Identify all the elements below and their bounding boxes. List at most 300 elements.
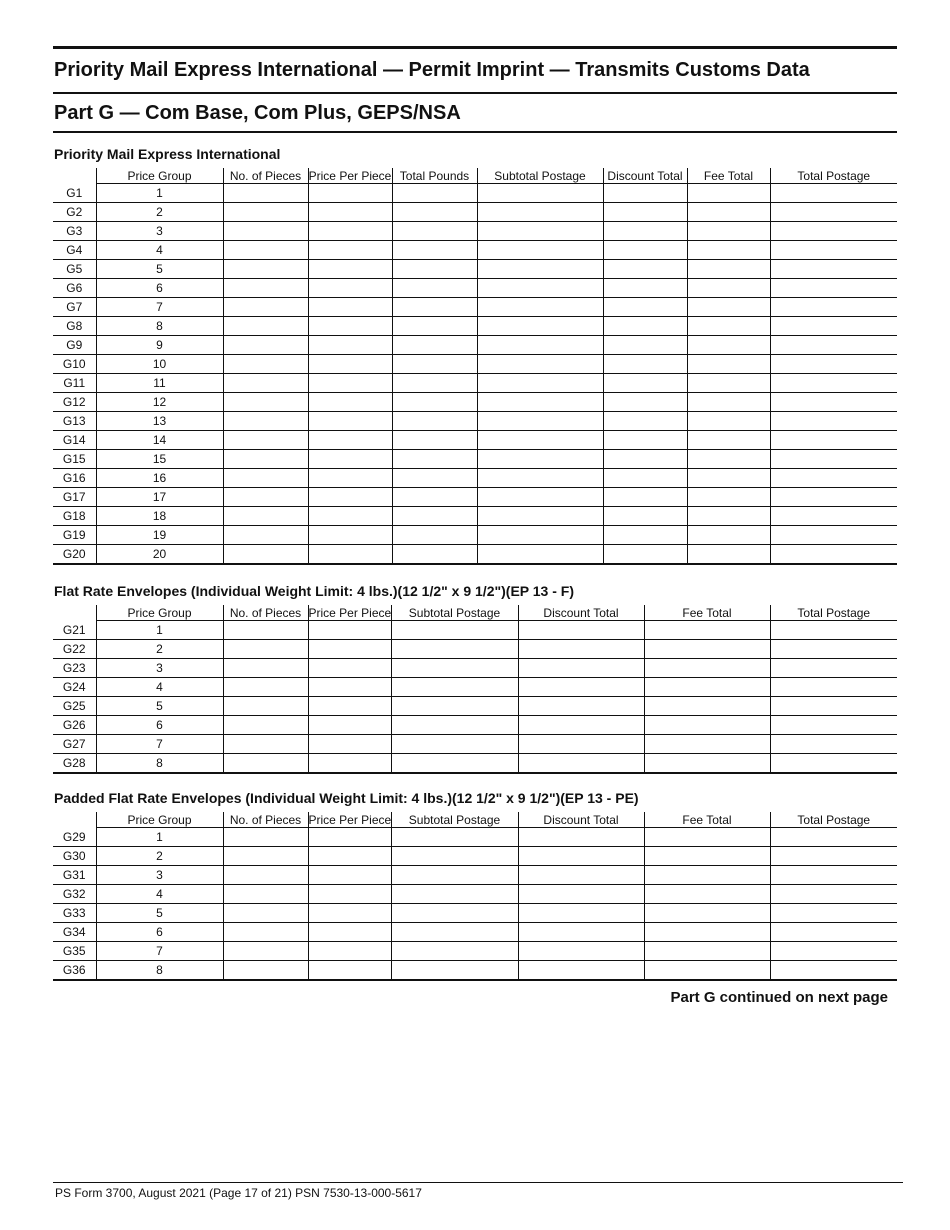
column-header: Price Per Piece — [308, 169, 392, 183]
entry-field[interactable] — [392, 355, 477, 374]
entry-field[interactable] — [518, 754, 644, 774]
table-row — [53, 735, 897, 754]
entry-field[interactable] — [223, 222, 308, 241]
entry-field[interactable] — [308, 866, 391, 885]
entry-field[interactable] — [687, 298, 770, 317]
entry-field[interactable] — [687, 526, 770, 545]
entry-field[interactable] — [308, 847, 391, 866]
entry-field[interactable] — [603, 412, 687, 431]
entry-field[interactable] — [603, 374, 687, 393]
entry-field[interactable] — [770, 488, 897, 507]
entry-field[interactable] — [223, 885, 308, 904]
entry-field[interactable] — [223, 412, 308, 431]
entry-field[interactable] — [391, 716, 518, 735]
entry-field[interactable] — [308, 621, 391, 640]
row-code: G22 — [53, 640, 96, 659]
entry-field[interactable] — [391, 923, 518, 942]
column-header: Total Postage — [770, 168, 897, 184]
entry-field[interactable] — [644, 828, 770, 847]
entry-field[interactable] — [308, 222, 392, 241]
entry-field[interactable] — [770, 678, 897, 697]
entry-field[interactable] — [223, 866, 308, 885]
entry-field[interactable] — [644, 923, 770, 942]
entry-field[interactable] — [391, 942, 518, 961]
entry-field[interactable] — [770, 735, 897, 754]
entry-field[interactable] — [392, 279, 477, 298]
row-code: G28 — [53, 754, 96, 774]
entry-field[interactable] — [770, 260, 897, 279]
entry-field[interactable] — [687, 222, 770, 241]
entry-field[interactable] — [308, 203, 392, 222]
entry-field[interactable] — [603, 431, 687, 450]
entry-field[interactable] — [770, 621, 897, 640]
entry-field[interactable] — [308, 450, 392, 469]
table-row — [53, 374, 897, 393]
entry-field[interactable] — [391, 640, 518, 659]
price-group-cell: 8 — [96, 317, 223, 336]
price-group-cell: 18 — [96, 507, 223, 526]
price-group-cell: 16 — [96, 469, 223, 488]
table-row — [53, 203, 897, 222]
price-group-cell: 5 — [96, 904, 223, 923]
entry-field[interactable] — [644, 866, 770, 885]
price-group-cell: 2 — [96, 847, 223, 866]
entry-field[interactable] — [687, 374, 770, 393]
entry-field[interactable] — [391, 754, 518, 774]
entry-field[interactable] — [308, 697, 391, 716]
entry-field[interactable] — [223, 678, 308, 697]
row-code: G9 — [53, 336, 96, 355]
entry-field[interactable] — [477, 431, 603, 450]
entry-field[interactable] — [770, 828, 897, 847]
entry-field[interactable] — [687, 431, 770, 450]
entry-field[interactable] — [644, 659, 770, 678]
entry-field[interactable] — [518, 697, 644, 716]
entry-field[interactable] — [770, 184, 897, 203]
entry-field[interactable] — [603, 184, 687, 203]
entry-field[interactable] — [770, 754, 897, 774]
entry-field[interactable] — [308, 507, 392, 526]
entry-field[interactable] — [477, 203, 603, 222]
entry-field[interactable] — [308, 317, 392, 336]
entry-field[interactable] — [223, 488, 308, 507]
entry-field[interactable] — [770, 716, 897, 735]
row-code: G30 — [53, 847, 96, 866]
entry-field[interactable] — [308, 754, 391, 774]
entry-field[interactable] — [308, 488, 392, 507]
entry-field[interactable] — [518, 904, 644, 923]
entry-field[interactable] — [770, 431, 897, 450]
table-row — [53, 526, 897, 545]
entry-field[interactable] — [392, 412, 477, 431]
entry-field[interactable] — [308, 735, 391, 754]
entry-field[interactable] — [687, 260, 770, 279]
entry-field[interactable] — [391, 961, 518, 981]
entry-field[interactable] — [644, 697, 770, 716]
entry-field[interactable] — [392, 260, 477, 279]
form-title: Priority Mail Express International — Permit Imprint — Transmits Customs Data — [54, 59, 810, 81]
row-code: G33 — [53, 904, 96, 923]
entry-field[interactable] — [770, 393, 897, 412]
entry-field[interactable] — [477, 507, 603, 526]
entry-field[interactable] — [603, 336, 687, 355]
table-row — [53, 355, 897, 374]
entry-field[interactable] — [477, 317, 603, 336]
entry-field[interactable] — [770, 866, 897, 885]
entry-field[interactable] — [644, 716, 770, 735]
table-row — [53, 241, 897, 260]
entry-field[interactable] — [223, 241, 308, 260]
entry-field[interactable] — [687, 336, 770, 355]
entry-field[interactable] — [477, 222, 603, 241]
entry-field[interactable] — [308, 545, 392, 565]
entry-field[interactable] — [223, 298, 308, 317]
entry-field[interactable] — [687, 545, 770, 565]
entry-field[interactable] — [308, 469, 392, 488]
entry-field[interactable] — [392, 469, 477, 488]
entry-field[interactable] — [392, 488, 477, 507]
entry-field[interactable] — [603, 488, 687, 507]
row-code: G20 — [53, 545, 96, 565]
table-row — [53, 431, 897, 450]
column-header: Fee Total — [644, 812, 770, 828]
entry-field[interactable] — [392, 298, 477, 317]
entry-field[interactable] — [687, 203, 770, 222]
entry-field[interactable] — [223, 847, 308, 866]
entry-field[interactable] — [603, 222, 687, 241]
entry-field[interactable] — [477, 241, 603, 260]
entry-field[interactable] — [603, 317, 687, 336]
entry-field[interactable] — [770, 847, 897, 866]
entry-field[interactable] — [644, 904, 770, 923]
entry-field[interactable] — [223, 431, 308, 450]
row-code: G36 — [53, 961, 96, 981]
entry-field[interactable] — [603, 545, 687, 565]
entry-field[interactable] — [392, 450, 477, 469]
entry-field[interactable] — [687, 507, 770, 526]
entry-field[interactable] — [644, 640, 770, 659]
entry-field[interactable] — [308, 678, 391, 697]
row-code: G21 — [53, 621, 96, 640]
entry-field[interactable] — [223, 621, 308, 640]
entry-field[interactable] — [518, 640, 644, 659]
entry-field[interactable] — [477, 374, 603, 393]
entry-field[interactable] — [518, 716, 644, 735]
entry-field[interactable] — [308, 659, 391, 678]
entry-field[interactable] — [391, 735, 518, 754]
entry-field[interactable] — [518, 847, 644, 866]
entry-field[interactable] — [308, 961, 391, 981]
entry-field[interactable] — [687, 355, 770, 374]
row-code: G29 — [53, 828, 96, 847]
entry-field[interactable] — [223, 260, 308, 279]
price-group-cell: 1 — [96, 621, 223, 640]
entry-field[interactable] — [518, 885, 644, 904]
entry-field[interactable] — [518, 735, 644, 754]
entry-field[interactable] — [770, 942, 897, 961]
entry-field[interactable] — [392, 374, 477, 393]
entry-field[interactable] — [770, 904, 897, 923]
entry-field[interactable] — [603, 355, 687, 374]
entry-field[interactable] — [687, 241, 770, 260]
price-group-cell: 1 — [96, 184, 223, 203]
entry-field[interactable] — [603, 279, 687, 298]
entry-field[interactable] — [687, 450, 770, 469]
entry-field[interactable] — [518, 961, 644, 981]
entry-field[interactable] — [518, 942, 644, 961]
entry-field[interactable] — [308, 828, 391, 847]
column-header: Price Per Piece — [308, 813, 391, 827]
row-code: G32 — [53, 885, 96, 904]
entry-field[interactable] — [308, 431, 392, 450]
entry-field[interactable] — [518, 659, 644, 678]
entry-field[interactable] — [770, 507, 897, 526]
entry-field[interactable] — [392, 184, 477, 203]
entry-field[interactable] — [308, 374, 392, 393]
entry-field[interactable] — [770, 241, 897, 260]
entry-field[interactable] — [392, 526, 477, 545]
table-row — [53, 507, 897, 526]
entry-field[interactable] — [391, 866, 518, 885]
column-header: Fee Total — [644, 605, 770, 621]
column-header: Subtotal Postage — [391, 605, 518, 621]
row-code: G10 — [53, 355, 96, 374]
table-row — [53, 754, 897, 774]
entry-field[interactable] — [518, 828, 644, 847]
entry-field[interactable] — [223, 355, 308, 374]
entry-field[interactable] — [477, 393, 603, 412]
entry-field[interactable] — [223, 336, 308, 355]
entry-field[interactable] — [644, 847, 770, 866]
entry-field[interactable] — [223, 697, 308, 716]
entry-field[interactable] — [477, 355, 603, 374]
entry-field[interactable] — [392, 431, 477, 450]
entry-field[interactable] — [392, 222, 477, 241]
entry-field[interactable] — [392, 317, 477, 336]
row-code: G14 — [53, 431, 96, 450]
entry-field[interactable] — [391, 904, 518, 923]
entry-field[interactable] — [477, 526, 603, 545]
entry-field[interactable] — [687, 488, 770, 507]
column-header: Discount Total — [603, 168, 687, 184]
entry-field[interactable] — [518, 621, 644, 640]
entry-field[interactable] — [391, 885, 518, 904]
entry-field[interactable] — [223, 904, 308, 923]
table-row — [53, 847, 897, 866]
row-code: G16 — [53, 469, 96, 488]
entry-field[interactable] — [770, 317, 897, 336]
entry-field[interactable] — [308, 184, 392, 203]
entry-field[interactable] — [770, 355, 897, 374]
entry-field[interactable] — [687, 393, 770, 412]
entry-field[interactable] — [308, 393, 392, 412]
entry-field[interactable] — [770, 450, 897, 469]
entry-field[interactable] — [687, 412, 770, 431]
price-group-cell: 6 — [96, 279, 223, 298]
entry-field[interactable] — [392, 507, 477, 526]
entry-field[interactable] — [223, 942, 308, 961]
table-row — [53, 488, 897, 507]
entry-field[interactable] — [392, 203, 477, 222]
table-row — [53, 469, 897, 488]
entry-field[interactable] — [477, 469, 603, 488]
entry-field[interactable] — [223, 203, 308, 222]
entry-field[interactable] — [392, 393, 477, 412]
entry-field[interactable] — [223, 545, 308, 565]
entry-field[interactable] — [223, 184, 308, 203]
entry-field[interactable] — [770, 374, 897, 393]
entry-field[interactable] — [308, 716, 391, 735]
entry-field[interactable] — [477, 336, 603, 355]
entry-field[interactable] — [603, 241, 687, 260]
entry-field[interactable] — [308, 923, 391, 942]
table-row — [53, 885, 897, 904]
table-row — [53, 260, 897, 279]
entry-field[interactable] — [223, 507, 308, 526]
pmei-table — [53, 168, 897, 565]
entry-field[interactable] — [391, 697, 518, 716]
entry-field[interactable] — [308, 279, 392, 298]
entry-field[interactable] — [223, 526, 308, 545]
entry-field[interactable] — [770, 697, 897, 716]
entry-field[interactable] — [223, 716, 308, 735]
entry-field[interactable] — [770, 526, 897, 545]
table-row — [53, 828, 897, 847]
entry-field[interactable] — [644, 754, 770, 774]
entry-field[interactable] — [770, 298, 897, 317]
entry-field[interactable] — [770, 640, 897, 659]
table-row — [53, 697, 897, 716]
entry-field[interactable] — [603, 203, 687, 222]
entry-field[interactable] — [644, 678, 770, 697]
part-rule — [53, 131, 897, 133]
entry-field[interactable] — [770, 469, 897, 488]
row-code: G27 — [53, 735, 96, 754]
entry-field[interactable] — [308, 412, 392, 431]
entry-field[interactable] — [770, 279, 897, 298]
table-row — [53, 640, 897, 659]
entry-field[interactable] — [392, 241, 477, 260]
entry-field[interactable] — [223, 279, 308, 298]
entry-field[interactable] — [644, 961, 770, 981]
entry-field[interactable] — [603, 450, 687, 469]
entry-field[interactable] — [687, 184, 770, 203]
entry-field[interactable] — [518, 678, 644, 697]
entry-field[interactable] — [308, 904, 391, 923]
entry-field[interactable] — [518, 923, 644, 942]
entry-field[interactable] — [391, 621, 518, 640]
entry-field[interactable] — [308, 526, 392, 545]
entry-field[interactable] — [770, 222, 897, 241]
table-row — [53, 923, 897, 942]
table-row — [53, 222, 897, 241]
entry-field[interactable] — [223, 469, 308, 488]
entry-field[interactable] — [518, 866, 644, 885]
entry-field[interactable] — [308, 336, 392, 355]
entry-field[interactable] — [770, 885, 897, 904]
entry-field[interactable] — [308, 355, 392, 374]
entry-field[interactable] — [308, 298, 392, 317]
entry-field[interactable] — [308, 241, 392, 260]
entry-field[interactable] — [687, 469, 770, 488]
table-row — [53, 393, 897, 412]
entry-field[interactable] — [477, 450, 603, 469]
entry-field[interactable] — [770, 336, 897, 355]
entry-field[interactable] — [223, 317, 308, 336]
entry-field[interactable] — [477, 545, 603, 565]
entry-field[interactable] — [603, 260, 687, 279]
entry-field[interactable] — [223, 735, 308, 754]
column-header: Discount Total — [518, 605, 644, 621]
entry-field[interactable] — [770, 923, 897, 942]
entry-field[interactable] — [223, 923, 308, 942]
entry-field[interactable] — [223, 374, 308, 393]
entry-field[interactable] — [223, 754, 308, 774]
entry-field[interactable] — [308, 942, 391, 961]
entry-field[interactable] — [308, 640, 391, 659]
entry-field[interactable] — [223, 640, 308, 659]
entry-field[interactable] — [391, 828, 518, 847]
entry-field[interactable] — [392, 545, 477, 565]
table-row — [53, 545, 897, 565]
price-group-cell: 12 — [96, 393, 223, 412]
price-group-cell: 5 — [96, 260, 223, 279]
entry-field[interactable] — [477, 488, 603, 507]
entry-field[interactable] — [391, 678, 518, 697]
entry-field[interactable] — [770, 203, 897, 222]
part-title: Part G — Com Base, Com Plus, GEPS/NSA — [54, 102, 461, 124]
entry-field[interactable] — [477, 260, 603, 279]
row-code: G18 — [53, 507, 96, 526]
entry-field[interactable] — [477, 412, 603, 431]
column-header: Subtotal Postage — [477, 168, 603, 184]
entry-field[interactable] — [391, 847, 518, 866]
entry-field[interactable] — [770, 412, 897, 431]
entry-field[interactable] — [603, 469, 687, 488]
entry-field[interactable] — [644, 735, 770, 754]
entry-field[interactable] — [391, 659, 518, 678]
entry-field[interactable] — [644, 885, 770, 904]
entry-field[interactable] — [603, 298, 687, 317]
entry-field[interactable] — [223, 450, 308, 469]
entry-field[interactable] — [644, 621, 770, 640]
entry-field[interactable] — [687, 317, 770, 336]
entry-field[interactable] — [308, 885, 391, 904]
entry-field[interactable] — [223, 828, 308, 847]
entry-field[interactable] — [603, 507, 687, 526]
entry-field[interactable] — [603, 393, 687, 412]
entry-field[interactable] — [644, 942, 770, 961]
price-group-cell: 19 — [96, 526, 223, 545]
entry-field[interactable] — [477, 298, 603, 317]
entry-field[interactable] — [223, 393, 308, 412]
entry-field[interactable] — [687, 279, 770, 298]
price-group-cell: 10 — [96, 355, 223, 374]
row-code: G4 — [53, 241, 96, 260]
entry-field[interactable] — [223, 659, 308, 678]
entry-field[interactable] — [477, 279, 603, 298]
row-code: G25 — [53, 697, 96, 716]
entry-field[interactable] — [477, 184, 603, 203]
entry-field[interactable] — [770, 545, 897, 565]
entry-field[interactable] — [603, 526, 687, 545]
entry-field[interactable] — [770, 961, 897, 981]
entry-field[interactable] — [392, 336, 477, 355]
table-row — [53, 412, 897, 431]
entry-field[interactable] — [770, 659, 897, 678]
entry-field[interactable] — [308, 260, 392, 279]
entry-field[interactable] — [223, 961, 308, 981]
